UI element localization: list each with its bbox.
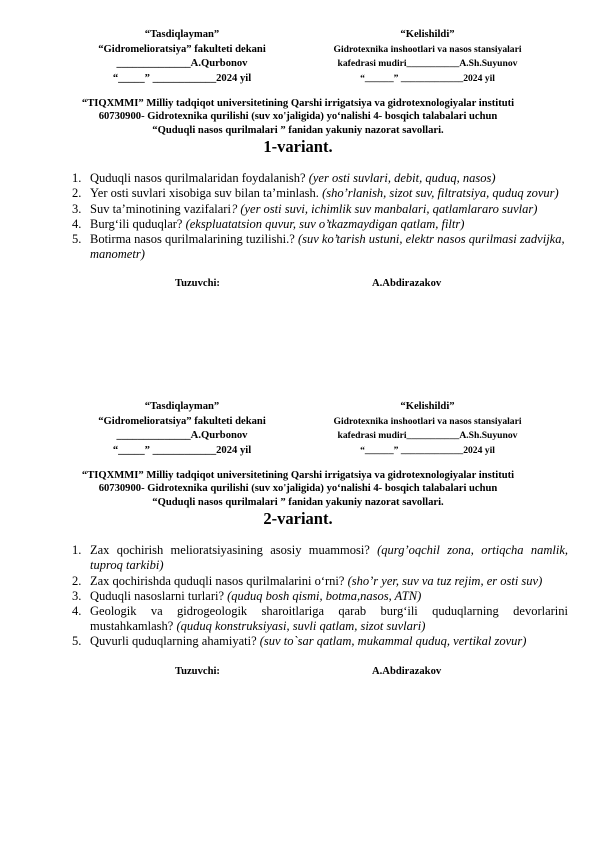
- approval-stamp-right: [305, 400, 550, 458]
- agreement-signature-line: kafedrasi mudiri___________A.Sh.Suyunov: [337, 58, 518, 69]
- question-number: 5.: [72, 232, 82, 247]
- answer-keywords: (suv to`sar qatlam, mukammal quduq, vertikal zovur): [259, 634, 527, 649]
- variant-2-section: [0, 400, 596, 682]
- question-text: Yer osti suvlari xisobiga suv bilan ta’minlash.: [90, 186, 323, 201]
- question-item: [72, 171, 568, 186]
- author-name: A.Abdirazakov: [372, 665, 442, 677]
- variant-title: 2-variant.: [263, 509, 333, 529]
- question-item: [72, 604, 568, 634]
- agreement-title: “Kelishildi”: [400, 401, 455, 412]
- question-item: [72, 232, 568, 262]
- approval-signature-line: ______________A.Qurbonov: [116, 430, 248, 441]
- question-item: [72, 186, 568, 201]
- question-list: [72, 543, 568, 649]
- answer-keywords: (sho’rlanish, sizot suv, filtratsiya, quduq zovur): [322, 186, 559, 201]
- agreement-department-line: Gidrotexnika inshootlari va nasos stansiyalari: [333, 415, 522, 427]
- question-text: Burg‘ili quduqlar?: [90, 216, 186, 231]
- approval-title: “Tasdiqlayman”: [144, 401, 220, 412]
- question-item: [72, 217, 568, 232]
- question-number: 1.: [72, 543, 82, 558]
- answer-keywords: (yer osti suvlari, debit, quduq, nasos): [308, 171, 496, 186]
- answer-keywords: (qurg’oqchil zona, ortiqcha namlik, tuproq tarkibi): [90, 543, 568, 573]
- approval-row: [0, 400, 596, 456]
- answer-keywords: (quduq konstruksiyasi, suvli qatlam, sizot suvlari): [176, 619, 426, 634]
- question-item: [72, 574, 568, 589]
- question-text: Quduqli nasoslarni turlari?: [90, 588, 228, 603]
- answer-keywords: ? (yer osti suvi, ichimlik suv manbalari, qatlamlararo suvlar): [230, 201, 538, 216]
- question-number: 5.: [72, 634, 82, 649]
- signature-row: [0, 278, 596, 294]
- agreement-date-line: “______” _____________2024 yil: [360, 72, 495, 84]
- question-number: 2.: [72, 186, 82, 201]
- question-item: [72, 634, 568, 649]
- author-label: Tuzuvchi:: [175, 665, 220, 677]
- agreement-department-line: Gidrotexnika inshootlari va nasos stansiyalari: [333, 43, 522, 55]
- variant-1-section: [0, 28, 596, 294]
- approval-stamp-right: [305, 28, 550, 86]
- header-institute: “TIQXMMI” Milliy tadqiqot universitetining Qarshi irrigatsiya va gidrotexnologiyalar instituti: [81, 470, 515, 481]
- question-text: Quvurli quduqlarning ahamiyati?: [90, 634, 260, 649]
- question-number: 3.: [72, 588, 82, 603]
- header-program: 60730900- Gidrotexnika qurilishi (suv xo'jaligida) yo‘nalishi 4- bosqich talabalari uchun: [98, 111, 498, 123]
- question-text: Quduqli nasos qurilmalaridan foydalanish?: [90, 171, 309, 186]
- question-number: 3.: [72, 201, 82, 216]
- approval-date-line: “_____” ____________2024 yil: [112, 72, 252, 84]
- document-header: [0, 469, 596, 509]
- question-item: [72, 202, 568, 217]
- approval-stamp-left: [72, 28, 292, 86]
- document-header: [0, 97, 596, 137]
- signature-row: [0, 666, 596, 682]
- question-item: [72, 589, 568, 604]
- agreement-signature-line: kafedrasi mudiri___________A.Sh.Suyunov: [337, 430, 518, 441]
- header-program: 60730900- Gidrotexnika qurilishi (suv xo'jaligida) yo‘nalishi 4- bosqich talabalari uchun: [98, 483, 498, 495]
- question-text: Geologik va gidrogeologik sharoitlariga qarab burg‘ili quduqlarning devorlarini mustahkamlash?: [90, 604, 568, 634]
- header-subject: “Quduqli nasos qurilmalari ” fanidan yakuniy nazorat savollari.: [152, 124, 444, 136]
- header-subject: “Quduqli nasos qurilmalari ” fanidan yakuniy nazorat savollari.: [152, 496, 444, 508]
- question-text: Zax qochirish melioratsiyasining asosiy muammosi?: [90, 543, 378, 558]
- approval-signature-line: ______________A.Qurbonov: [116, 58, 248, 69]
- approval-dean-line: “Gidromelioratsiya” fakulteti dekani: [98, 415, 266, 427]
- approval-title: “Tasdiqlayman”: [144, 29, 220, 40]
- author-label: Tuzuvchi:: [175, 278, 220, 290]
- approval-row: [0, 28, 596, 84]
- approval-date-line: “_____” ____________2024 yil: [112, 444, 252, 456]
- question-text: Suv ta’minotining vazifalari: [90, 201, 231, 216]
- answer-keywords: (ekspluatatsion quvur, suv o’tkazmaydigan qatlam, filtr): [185, 216, 465, 231]
- agreement-title: “Kelishildi”: [400, 29, 455, 40]
- question-number: 4.: [72, 604, 82, 619]
- answer-keywords: (quduq bosh qismi, botma,nasos, ATN): [227, 588, 422, 603]
- question-list: [72, 171, 568, 262]
- answer-keywords: (suv ko’tarish ustuni, elektr nasos qurilmasi zadvijka, manometr): [90, 232, 565, 262]
- question-text: Botirma nasos qurilmalarining tuzilishi.?: [90, 232, 298, 247]
- header-institute: “TIQXMMI” Milliy tadqiqot universitetining Qarshi irrigatsiya va gidrotexnologiyalar instituti: [81, 98, 515, 109]
- approval-dean-line: “Gidromelioratsiya” fakulteti dekani: [98, 43, 266, 55]
- agreement-date-line: “______” _____________2024 yil: [360, 444, 495, 456]
- question-number: 2.: [72, 573, 82, 588]
- author-name: A.Abdirazakov: [372, 278, 442, 290]
- question-text: Zax qochirishda quduqli nasos qurilmalarini o‘rni?: [90, 573, 348, 588]
- answer-keywords: (sho’r yer, suv va tuz rejim, er osti suv): [347, 573, 543, 588]
- variant-title: 1-variant.: [263, 137, 333, 157]
- question-number: 4.: [72, 216, 82, 231]
- question-item: [72, 543, 568, 573]
- question-number: 1.: [72, 171, 82, 186]
- approval-stamp-left: [72, 400, 292, 458]
